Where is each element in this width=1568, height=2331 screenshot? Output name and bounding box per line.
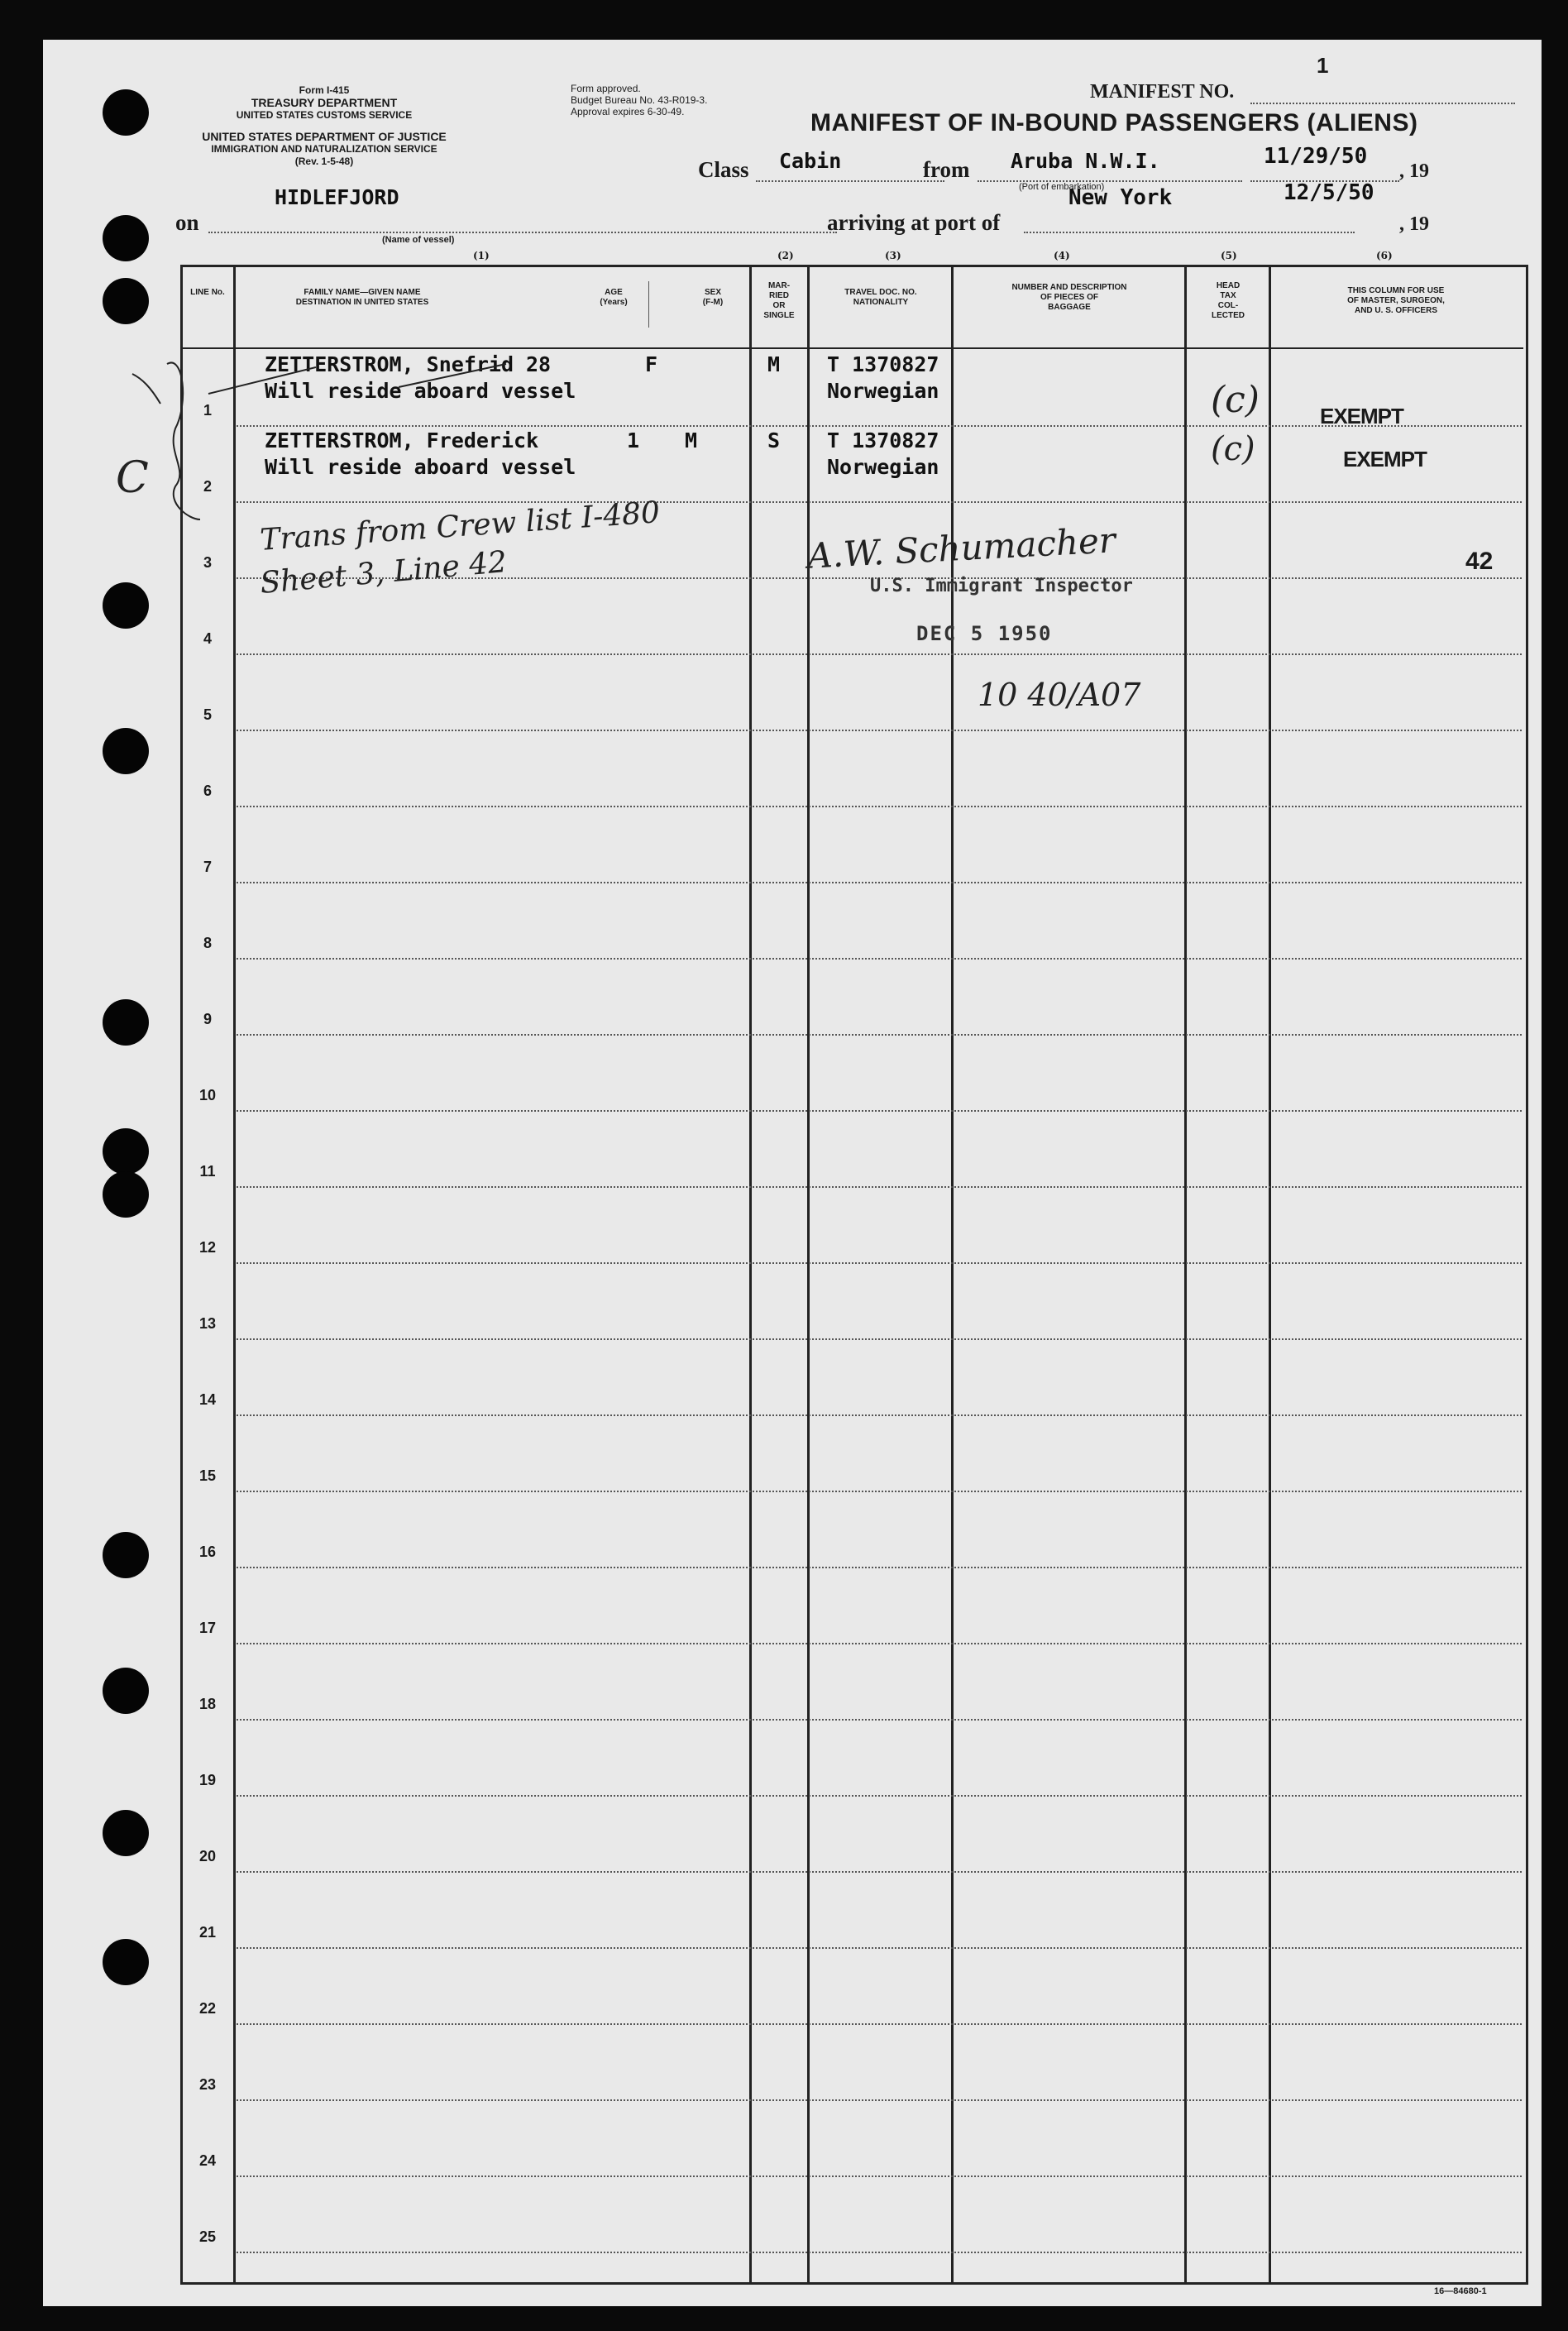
binder-hole: [103, 728, 149, 774]
transfer-note-1: Trans from Crew list I-480: [259, 495, 662, 558]
inspector-signature: A.W. Schumacher: [806, 519, 1117, 577]
line-number: 6: [203, 783, 212, 799]
row-1-exempt-stamp: EXEMPT: [1320, 404, 1403, 428]
bracket-letter: C: [116, 453, 149, 503]
row-rule: [237, 1643, 1522, 1644]
line-number: 16: [198, 1544, 217, 1560]
approval-line-2: Budget Bureau No. 43-R019-3.: [571, 94, 708, 106]
arrival-port: New York: [1068, 185, 1173, 210]
arrival-date: 12/5/50: [1284, 180, 1374, 205]
departure-date: 11/29/50: [1264, 144, 1368, 169]
row-rule: [237, 1186, 1522, 1188]
row-rule: [237, 882, 1522, 883]
row-2-sex: M: [685, 428, 698, 452]
row-rule: [237, 1110, 1522, 1112]
row-1-head-tax: (c): [1211, 379, 1260, 421]
col-head-married: MAR- RIED OR SINGLE: [763, 281, 795, 320]
line-number: 24: [198, 2152, 217, 2169]
row-1-age: 28: [526, 352, 552, 376]
line-number: 25: [198, 2228, 217, 2245]
line-number: 2: [203, 478, 212, 495]
row-rule: [237, 1719, 1522, 1721]
line-number: 10: [198, 1087, 217, 1103]
row-2-travel-doc: T 1370827: [827, 428, 939, 452]
row-rule: [237, 1414, 1522, 1416]
port-note: (Port of embarkation): [1019, 182, 1105, 192]
handwritten-code: 10 40/A07: [978, 677, 1141, 713]
vessel-caption: (Name of vessel): [382, 235, 455, 245]
row-1-destination: Will reside aboard vessel: [265, 379, 576, 403]
column-number-4: (4): [1054, 250, 1070, 261]
col-head-baggage: NUMBER AND DESCRIPTION OF PIECES OF BAGGAGE: [1011, 283, 1127, 312]
row-2-nationality: Norwegian: [827, 455, 939, 479]
row-rule: [237, 806, 1522, 807]
line-number: 3: [203, 554, 212, 571]
from-label: from: [923, 157, 970, 182]
manifest-no-label: MANIFEST NO.: [1090, 81, 1235, 103]
row-2-destination: Will reside aboard vessel: [265, 455, 576, 479]
column-number-3: (3): [885, 250, 901, 261]
line-number: 19: [198, 1772, 217, 1788]
row-rule: [237, 1567, 1522, 1568]
column-number-5: (5): [1221, 250, 1237, 261]
line-number: 8: [203, 935, 212, 951]
line-number: 11: [199, 1163, 216, 1180]
row-2-marital: S: [767, 428, 781, 452]
binder-hole: [103, 1532, 149, 1578]
year-suffix-2: , 19: [1399, 213, 1429, 235]
approval-line-3: Approval expires 6-30-49.: [571, 106, 685, 117]
doj-title: UNITED STATES DEPARTMENT OF JUSTICE: [202, 130, 447, 143]
row-1-sex: F: [645, 352, 658, 376]
customs-service: UNITED STATES CUSTOMS SERVICE: [236, 109, 413, 121]
row-rule: [237, 1947, 1522, 1949]
form-number: Form I-415: [299, 84, 350, 96]
binder-hole: [103, 1128, 149, 1175]
row-1-nationality: Norwegian: [827, 379, 939, 403]
row-2-name: ZETTERSTROM, Frederick: [265, 428, 539, 452]
manifest-title: MANIFEST OF IN-BOUND PASSENGERS (ALIENS): [810, 109, 1418, 136]
line-number: 21: [198, 1924, 217, 1941]
revision: (Rev. 1-5-48): [294, 156, 354, 167]
manifest-page: [43, 40, 1542, 2306]
col-head-line-no: LINE No.: [190, 288, 225, 297]
col-head-sex: SEX (F-M): [702, 288, 724, 307]
line-number: 17: [198, 1620, 217, 1636]
line-number: 7: [203, 859, 212, 875]
binder-hole: [103, 1939, 149, 1985]
binder-hole: [103, 1171, 149, 1218]
row-rule: [237, 2099, 1522, 2101]
column-number-6: (6): [1376, 250, 1393, 261]
col-head-age: AGE (Years): [600, 288, 628, 307]
row-rule: [237, 730, 1522, 731]
year-suffix-1: , 19: [1399, 160, 1429, 182]
stamp-date: DEC 5 1950: [916, 622, 1053, 645]
line-number: 20: [198, 1848, 217, 1864]
ins-title: IMMIGRATION AND NATURALIZATION SERVICE: [211, 143, 437, 155]
line-number: 18: [198, 1696, 217, 1712]
col-head-name: FAMILY NAME—GIVEN NAME DESTINATION IN UNITED STATES: [295, 288, 429, 307]
row-2-age: 1: [627, 428, 640, 452]
row-rule: [237, 958, 1522, 960]
line-number: 23: [198, 2076, 217, 2093]
row-1-name: ZETTERSTROM, Snefrid: [265, 352, 514, 376]
arriving-label: arriving at port of: [827, 210, 1001, 235]
row-1-marital: M: [767, 352, 781, 376]
line-number: 9: [203, 1011, 212, 1027]
footer-code: 16—84680-1: [1434, 2286, 1487, 2296]
row-rule: [237, 2175, 1522, 2177]
margin-number: 42: [1465, 548, 1494, 575]
on-label: on: [175, 210, 199, 235]
column-number-2: (2): [777, 250, 794, 261]
binder-hole: [103, 1810, 149, 1856]
transfer-note-2: Sheet 3, Line 42: [258, 545, 509, 601]
binder-hole: [103, 1668, 149, 1714]
column-number-1: (1): [473, 250, 490, 261]
from-value: Aruba N.W.I.: [1011, 149, 1160, 173]
treasury-dept: TREASURY DEPARTMENT: [251, 96, 398, 109]
line-number: 22: [198, 2000, 217, 2017]
class-label: Class: [698, 157, 749, 182]
row-rule: [237, 1871, 1522, 1873]
class-value: Cabin: [779, 149, 842, 173]
row-rule: [237, 1491, 1522, 1492]
line-number: 12: [198, 1239, 217, 1256]
col-head-travel-doc: TRAVEL DOC. NO. NATIONALITY: [844, 288, 917, 307]
inspector-title: U.S. Immigrant Inspector: [870, 576, 1133, 596]
row-rule: [237, 2023, 1522, 2025]
col-head-officers: THIS COLUMN FOR USE OF MASTER, SURGEON, AND U. S. OFFICERS: [1347, 286, 1445, 315]
row-rule: [237, 1034, 1522, 1036]
page-number: 1: [1317, 53, 1329, 78]
row-2-exempt-stamp: EXEMPT: [1343, 447, 1427, 471]
row-rule: [237, 653, 1522, 655]
col-head-head-tax: HEAD TAX COL- LECTED: [1212, 281, 1245, 320]
row-1-travel-doc: T 1370827: [827, 352, 939, 376]
line-number: 1: [203, 402, 212, 419]
line-number: 13: [198, 1315, 217, 1332]
row-rule: [237, 1262, 1522, 1264]
row-rule: [237, 1795, 1522, 1797]
line-number: 14: [198, 1391, 217, 1408]
row-2-head-tax: (c): [1211, 430, 1255, 468]
line-number: 5: [203, 706, 212, 723]
vessel-name: HIDLEFJORD: [275, 185, 399, 209]
approval-line-1: Form approved.: [571, 83, 641, 94]
line-number: 4: [203, 630, 212, 647]
row-rule: [237, 1338, 1522, 1340]
line-number: 15: [198, 1467, 217, 1484]
binder-hole: [103, 999, 149, 1046]
row-rule: [237, 2252, 1522, 2253]
